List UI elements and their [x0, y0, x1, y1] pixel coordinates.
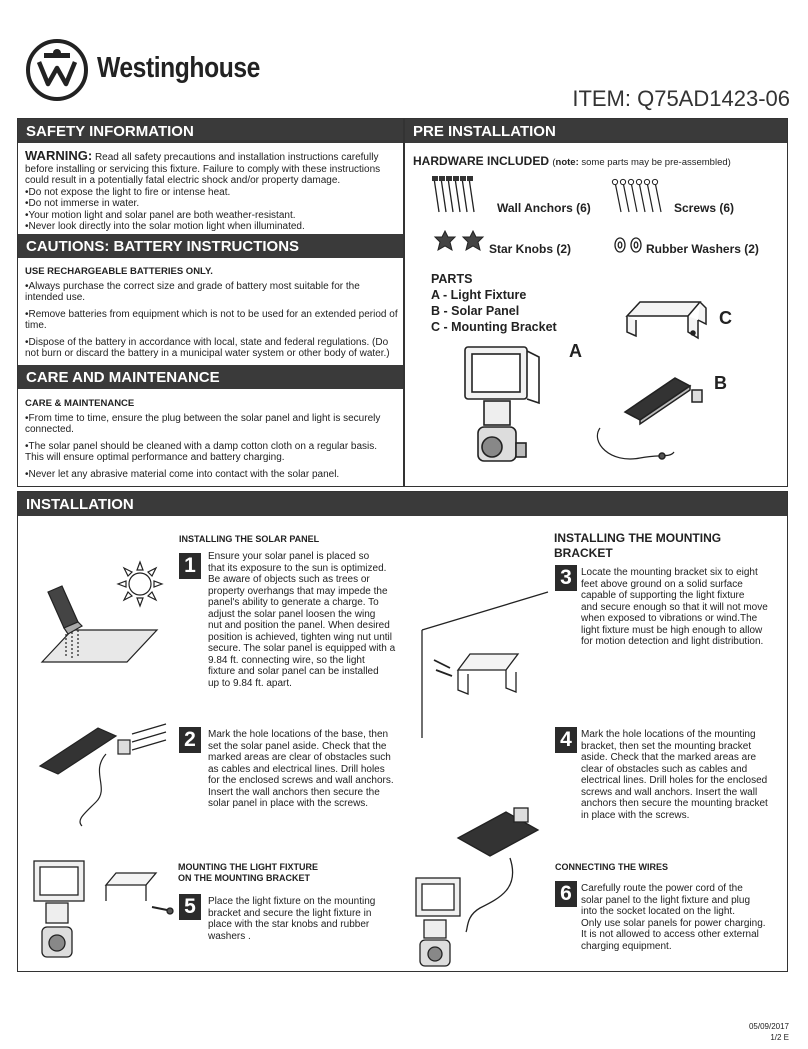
safety-header: SAFETY INFORMATION: [18, 119, 403, 143]
logo-mark-icon: [25, 38, 89, 102]
step-text: Locate the mounting bracket six to eight feet above ground on a solid surface capable of supporting the light fixture and secure enough so that it will not move when exposed to vibrations or wind.The light fixture must be high enough to allow for motion detection and light distribution.: [581, 567, 768, 647]
parts-title: PARTS: [431, 272, 473, 286]
item-number: ITEM: Q75AD1423-06: [572, 86, 790, 111]
cautions-header: CAUTIONS: BATTERY INSTRUCTIONS: [18, 234, 403, 258]
part-item: A - Light Fixture: [431, 288, 527, 302]
hardware-included-title: [413, 154, 731, 168]
fixture-bracket-drawing: [32, 855, 182, 965]
solar-panel-drawing: [590, 372, 710, 467]
mounting-bracket-drawing: [622, 294, 712, 344]
installation-header: INSTALLATION: [18, 492, 787, 516]
care-bullet: •Never let any abrasive material come into contact with the solar panel.: [25, 468, 340, 480]
wall-anchors-label: Wall Anchors (6): [497, 201, 591, 215]
step-number: 1: [179, 553, 201, 579]
cautions-body: [25, 266, 400, 365]
step-number: 2: [179, 727, 201, 753]
fixture-title: MOUNTING THE LIGHT FIXTURE ON THE MOUNTING BRACKET: [178, 862, 318, 883]
part-item: C - Mounting Bracket: [431, 320, 557, 334]
part-item: B - Solar Panel: [431, 304, 520, 318]
cautions-subtitle: USE RECHARGEABLE BATTERIES ONLY.: [25, 266, 213, 277]
solar-panel-ground-drawing: [22, 582, 162, 674]
bracket-title: INSTALLING THE MOUNTING BRACKET: [554, 531, 722, 560]
part-label-a: A: [569, 341, 582, 361]
step-text: Ensure your solar panel is placed so that its exposure to the sun is optimized. Be aware of objects such as trees or property overhangs that may impede the panel's ability to generate a charge. To adjust the solar panel loosen the wing nut and position the panel. When desired position is achieved, tighten wing nut until secure. The solar panel is equipped with a 9.84 ft. connecting wire, so the light fixture and solar panel can be installed up to 9.84 ft. apart.: [208, 551, 396, 689]
care-header: CARE AND MAINTENANCE: [18, 365, 403, 389]
step-text: Mark the hole locations of the base, then set the solar panel aside. Check that the marked areas are clear of obstacles such as cables and electrical lines. Drill holes for the enclosed screws and wall anchors. Insert the wall anchors then secure the solar panel in place with the screws.: [208, 729, 394, 809]
part-label-b: B: [714, 373, 727, 393]
safety-bullet: •Do not expose the light to fire or intense heat.: [25, 186, 231, 198]
screws-icon: [610, 178, 674, 218]
brand-name: Westinghouse: [97, 52, 260, 84]
star-knobs-icon: [433, 230, 487, 254]
caution-bullet: •Always purchase the correct size and grade of battery most suitable for the intended use.: [25, 280, 360, 303]
step-number: 6: [555, 881, 577, 907]
solar-panel-screws-drawing: [36, 722, 176, 832]
care-bullet: •From time to time, ensure the plug between the solar panel and light is securely connected.: [25, 412, 381, 435]
part-label-c: C: [719, 308, 732, 328]
step-text: Carefully route the power cord of the solar panel to the light fixture and plug into the socket located on the light. Only use solar panels for power charging. It is not allowed to access other external charging equipment.: [581, 883, 766, 952]
hardware-title: HARDWARE INCLUDED: [413, 154, 549, 168]
safety-body: [25, 150, 397, 233]
care-bullet: •The solar panel should be cleaned with a damp cotton cloth on a regular basis. This will ensure optimal performance and battery charging.: [25, 440, 378, 463]
screws-label: Screws (6): [674, 201, 735, 215]
footer-date: 05/09/2017: [748, 1022, 789, 1031]
rubber-washers-icon: [612, 236, 646, 256]
star-knobs-label: Star Knobs (2): [489, 242, 572, 256]
wires-title: CONNECTING THE WIRES: [555, 862, 669, 872]
step-text: Mark the hole locations of the mounting bracket, then set the mounting bracket aside. Check that the marked areas are clear of obstacles such as cables and electrical lines. Drill holes for the enclosed screws and wall anchors. Insert the wall anchors then secure the mounting bracket in place with the screws.: [581, 729, 768, 821]
hardware-note-label: note:: [555, 157, 579, 168]
light-fixture-drawing: [462, 343, 554, 478]
warning-text: Read all safety precautions and installation instructions carefully before installing or servicing this fixture. Failure to comply with these instructions could result in a potentially fatal electric shock and/or property damage.: [25, 152, 381, 186]
safety-bullet: •Do not immerse in water.: [25, 198, 140, 209]
footer-page: 1/2 E: [770, 1033, 789, 1042]
westinghouse-logo: [25, 38, 89, 102]
step-number: 4: [555, 727, 577, 753]
caution-bullet: •Dispose of the battery in accordance with local, state and federal regulations. (Do not burn or discard the battery in a municipal water system or other body of water.): [25, 336, 390, 359]
safety-bullet: •Never look directly into the solar motion light when illuminated.: [25, 221, 305, 232]
caution-bullet: •Remove batteries from equipment which is not to be used for an extended period of time.: [25, 308, 398, 331]
care-body: [25, 398, 397, 485]
step-number: 5: [179, 894, 201, 920]
hardware-note-text: some parts may be pre-assembled): [581, 157, 731, 168]
hardware-note-open: (: [552, 157, 556, 168]
care-subtitle: CARE & MAINTENANCE: [25, 398, 135, 409]
rubber-washers-label: Rubber Washers (2): [646, 242, 759, 256]
connect-wires-drawing: [410, 808, 550, 968]
parts-list: [431, 271, 557, 335]
step-text: Place the light fixture on the mounting bracket and secure the light fixture in place with the star knobs and rubber washers .: [208, 896, 376, 942]
wall-bracket-drawing: [418, 590, 553, 740]
safety-bullet: •Your motion light and solar panel are both weather-resistant.: [25, 209, 296, 221]
pre-installation-header: PRE INSTALLATION: [405, 119, 787, 143]
wall-anchors-icon: [428, 174, 498, 218]
warning-label: WARNING:: [25, 148, 93, 163]
solar-panel-title: INSTALLING THE SOLAR PANEL: [179, 534, 320, 544]
column-divider: [403, 118, 405, 487]
step-number: 3: [555, 565, 577, 591]
